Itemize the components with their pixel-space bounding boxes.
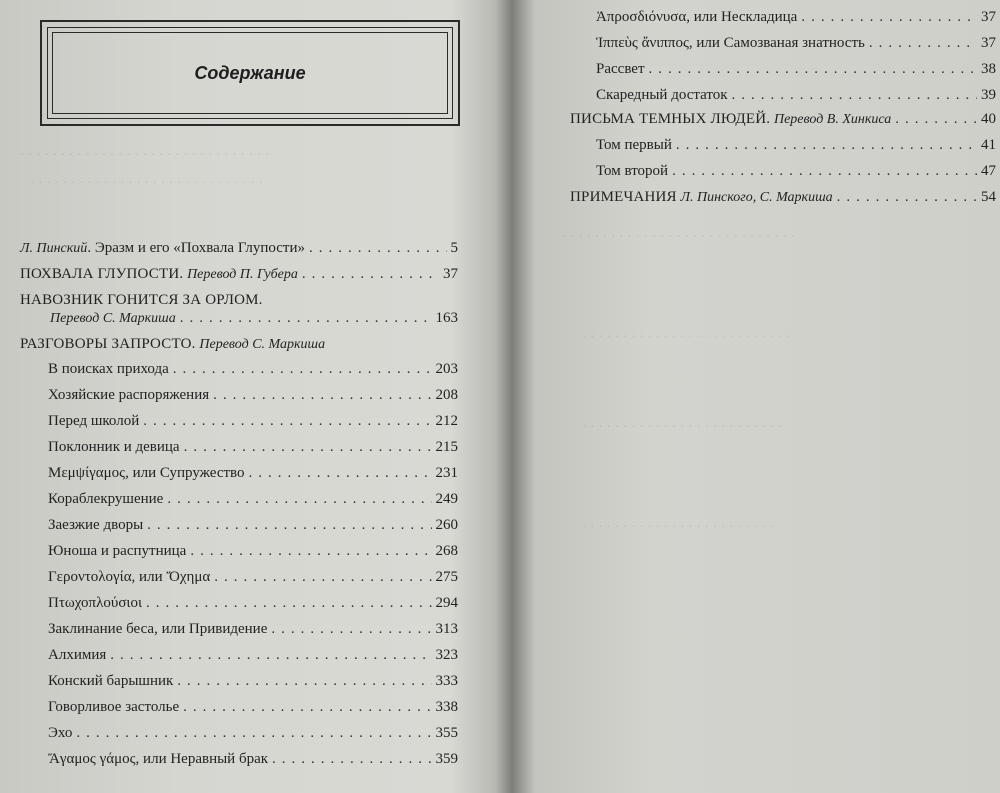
toc-entry[interactable]	[48, 593, 458, 613]
toc-entry[interactable]	[596, 33, 996, 53]
entry-title: ПОХВАЛА ГЛУПОСТИ.	[20, 266, 184, 282]
entry-title: Поклонник и девица	[48, 439, 180, 455]
toc-entry[interactable]	[48, 671, 458, 691]
entry-page: 359	[435, 751, 458, 767]
toc-entry[interactable]	[50, 308, 458, 328]
entry-page: 41	[981, 137, 996, 153]
toc-entry[interactable]	[48, 541, 458, 561]
toc-entry[interactable]	[48, 411, 458, 431]
toc-entry[interactable]	[596, 85, 996, 105]
entry-title: Ἱππεὺς ἄνιππος, или Самозваная знатность	[596, 35, 865, 51]
bleed-through-text: · · · · · · · · · · · · · · · · · · · · · · · · · · · · ·	[30, 176, 264, 191]
entry-title: Хозяйские распоряжения	[48, 387, 210, 403]
entry-translator: Перевод С. Маркиша	[50, 311, 176, 326]
entry-title: В поисках прихода	[48, 361, 169, 377]
toc-entry[interactable]	[48, 619, 458, 639]
entry-title: Том второй	[596, 163, 669, 179]
toc-entry[interactable]	[596, 135, 996, 155]
entry-page: 37	[981, 9, 996, 25]
entry-page: 260	[435, 517, 458, 533]
entry-title: Эхо	[48, 725, 73, 741]
entry-title: НАВОЗНИК ГОНИТСЯ ЗА ОРЛОМ.	[20, 292, 263, 308]
entry-page: 54	[981, 189, 996, 205]
entry-title: Рассвет	[596, 61, 645, 77]
entry-page: 37	[443, 266, 458, 282]
entry-page: 215	[435, 439, 458, 455]
toc-entry[interactable]	[20, 290, 458, 310]
bleed-through-text: · · · · · · · · · · · · · · · · · · · · · · · · · · · · · · ·	[20, 148, 270, 163]
toc-entry[interactable]	[48, 437, 458, 457]
entry-translator: Перевод В. Хинкиса	[773, 112, 892, 127]
entry-page: 5	[450, 240, 458, 256]
toc-entry[interactable]	[20, 334, 458, 354]
entry-page: 249	[435, 491, 458, 507]
right-page	[522, 0, 1000, 793]
entry-title: Πτωχοπλούσιοι	[48, 595, 142, 611]
entry-page: 275	[435, 569, 458, 585]
entry-page: 47	[981, 163, 996, 179]
entry-page: 208	[435, 387, 458, 403]
entry-title: ПРИМЕЧАНИЯ	[570, 189, 677, 205]
toc-entry[interactable]	[48, 515, 458, 535]
toc-entry[interactable]	[48, 463, 458, 483]
heading-frame	[40, 20, 460, 126]
toc-entry[interactable]	[20, 238, 458, 258]
entry-page: 40	[981, 111, 996, 127]
entry-title: Говорливое застолье	[48, 699, 180, 715]
entry-title: Μεμψίγαμος, или Супружество	[48, 465, 245, 481]
toc-entry[interactable]	[596, 161, 996, 181]
toc-entry[interactable]	[48, 749, 458, 769]
entry-page: 39	[981, 87, 996, 103]
toc-entry[interactable]	[48, 645, 458, 665]
entry-page: 212	[435, 413, 458, 429]
toc-entry[interactable]	[48, 723, 458, 743]
toc-entry[interactable]	[596, 59, 996, 79]
toc-entry[interactable]	[48, 489, 458, 509]
entry-title: Алхимия	[48, 647, 107, 663]
toc-entry[interactable]	[570, 109, 996, 129]
toc-entry[interactable]	[20, 264, 458, 284]
page-title: Содержание	[194, 63, 306, 83]
entry-title: ПИСЬМА ТЕМНЫХ ЛЮДЕЙ.	[570, 111, 771, 127]
entry-translator: Перевод С. Маркиша	[199, 337, 326, 352]
bleed-through-text: · · · · · · · · · · · · · · · · · · · · · · · ·	[582, 520, 775, 535]
entry-title: Юноша и распутница	[48, 543, 187, 559]
entry-title: Конский барышник	[48, 673, 174, 689]
entry-page: 163	[435, 310, 458, 326]
bleed-through-text: · · · · · · · · · · · · · · · · · · · · · · · · ·	[582, 420, 783, 435]
entry-page: 203	[435, 361, 458, 377]
entry-title: Скаредный достаток	[596, 87, 728, 103]
entry-title: Ἀπροσδιόνυσα, или Нескладица	[596, 9, 798, 25]
entry-title: Том первый	[596, 137, 672, 153]
entry-title: РАЗГОВОРЫ ЗАПРОСТО.	[20, 336, 196, 352]
bleed-through-text: · · · · · · · · · · · · · · · · · · · · · · · · · ·	[582, 330, 791, 345]
entry-page: 338	[435, 699, 458, 715]
entry-title: Γεροντολογία, или Ὄχημα	[48, 569, 211, 585]
entry-translator: Перевод П. Губера	[187, 267, 298, 282]
entry-page: 294	[435, 595, 458, 611]
entry-title: Кораблекрушение	[48, 491, 164, 507]
entry-title: . Эразм и его «Похвала Глупости»	[87, 240, 305, 256]
entry-title: Ἄγαμος γάμος, или Неравный брак	[48, 751, 269, 767]
toc-entry[interactable]	[596, 7, 996, 27]
entry-title: Заклинание беса, или Привидение	[48, 621, 268, 637]
toc-entry[interactable]	[48, 385, 458, 405]
entry-page: 333	[435, 673, 458, 689]
entry-title: Заезжие дворы	[48, 517, 144, 533]
entry-title: Перед школой	[48, 413, 140, 429]
toc-entry[interactable]	[48, 697, 458, 717]
entry-page: 38	[981, 61, 996, 77]
entry-page: 323	[435, 647, 458, 663]
bleed-through-text: · · · · · · · · · · · · · · · · · · · · · · · · · · · · ·	[562, 230, 796, 245]
entry-page: 313	[435, 621, 458, 637]
toc-entry[interactable]	[570, 187, 996, 207]
toc-entry[interactable]	[48, 567, 458, 587]
entry-page: 37	[981, 35, 996, 51]
entry-page: 268	[435, 543, 458, 559]
entry-page: 231	[435, 465, 458, 481]
entry-page: 355	[435, 725, 458, 741]
toc-entry[interactable]	[48, 359, 458, 379]
entry-author: Л. Пинский	[20, 241, 88, 256]
entry-translator: Л. Пинского, С. Маркиша	[680, 190, 833, 205]
